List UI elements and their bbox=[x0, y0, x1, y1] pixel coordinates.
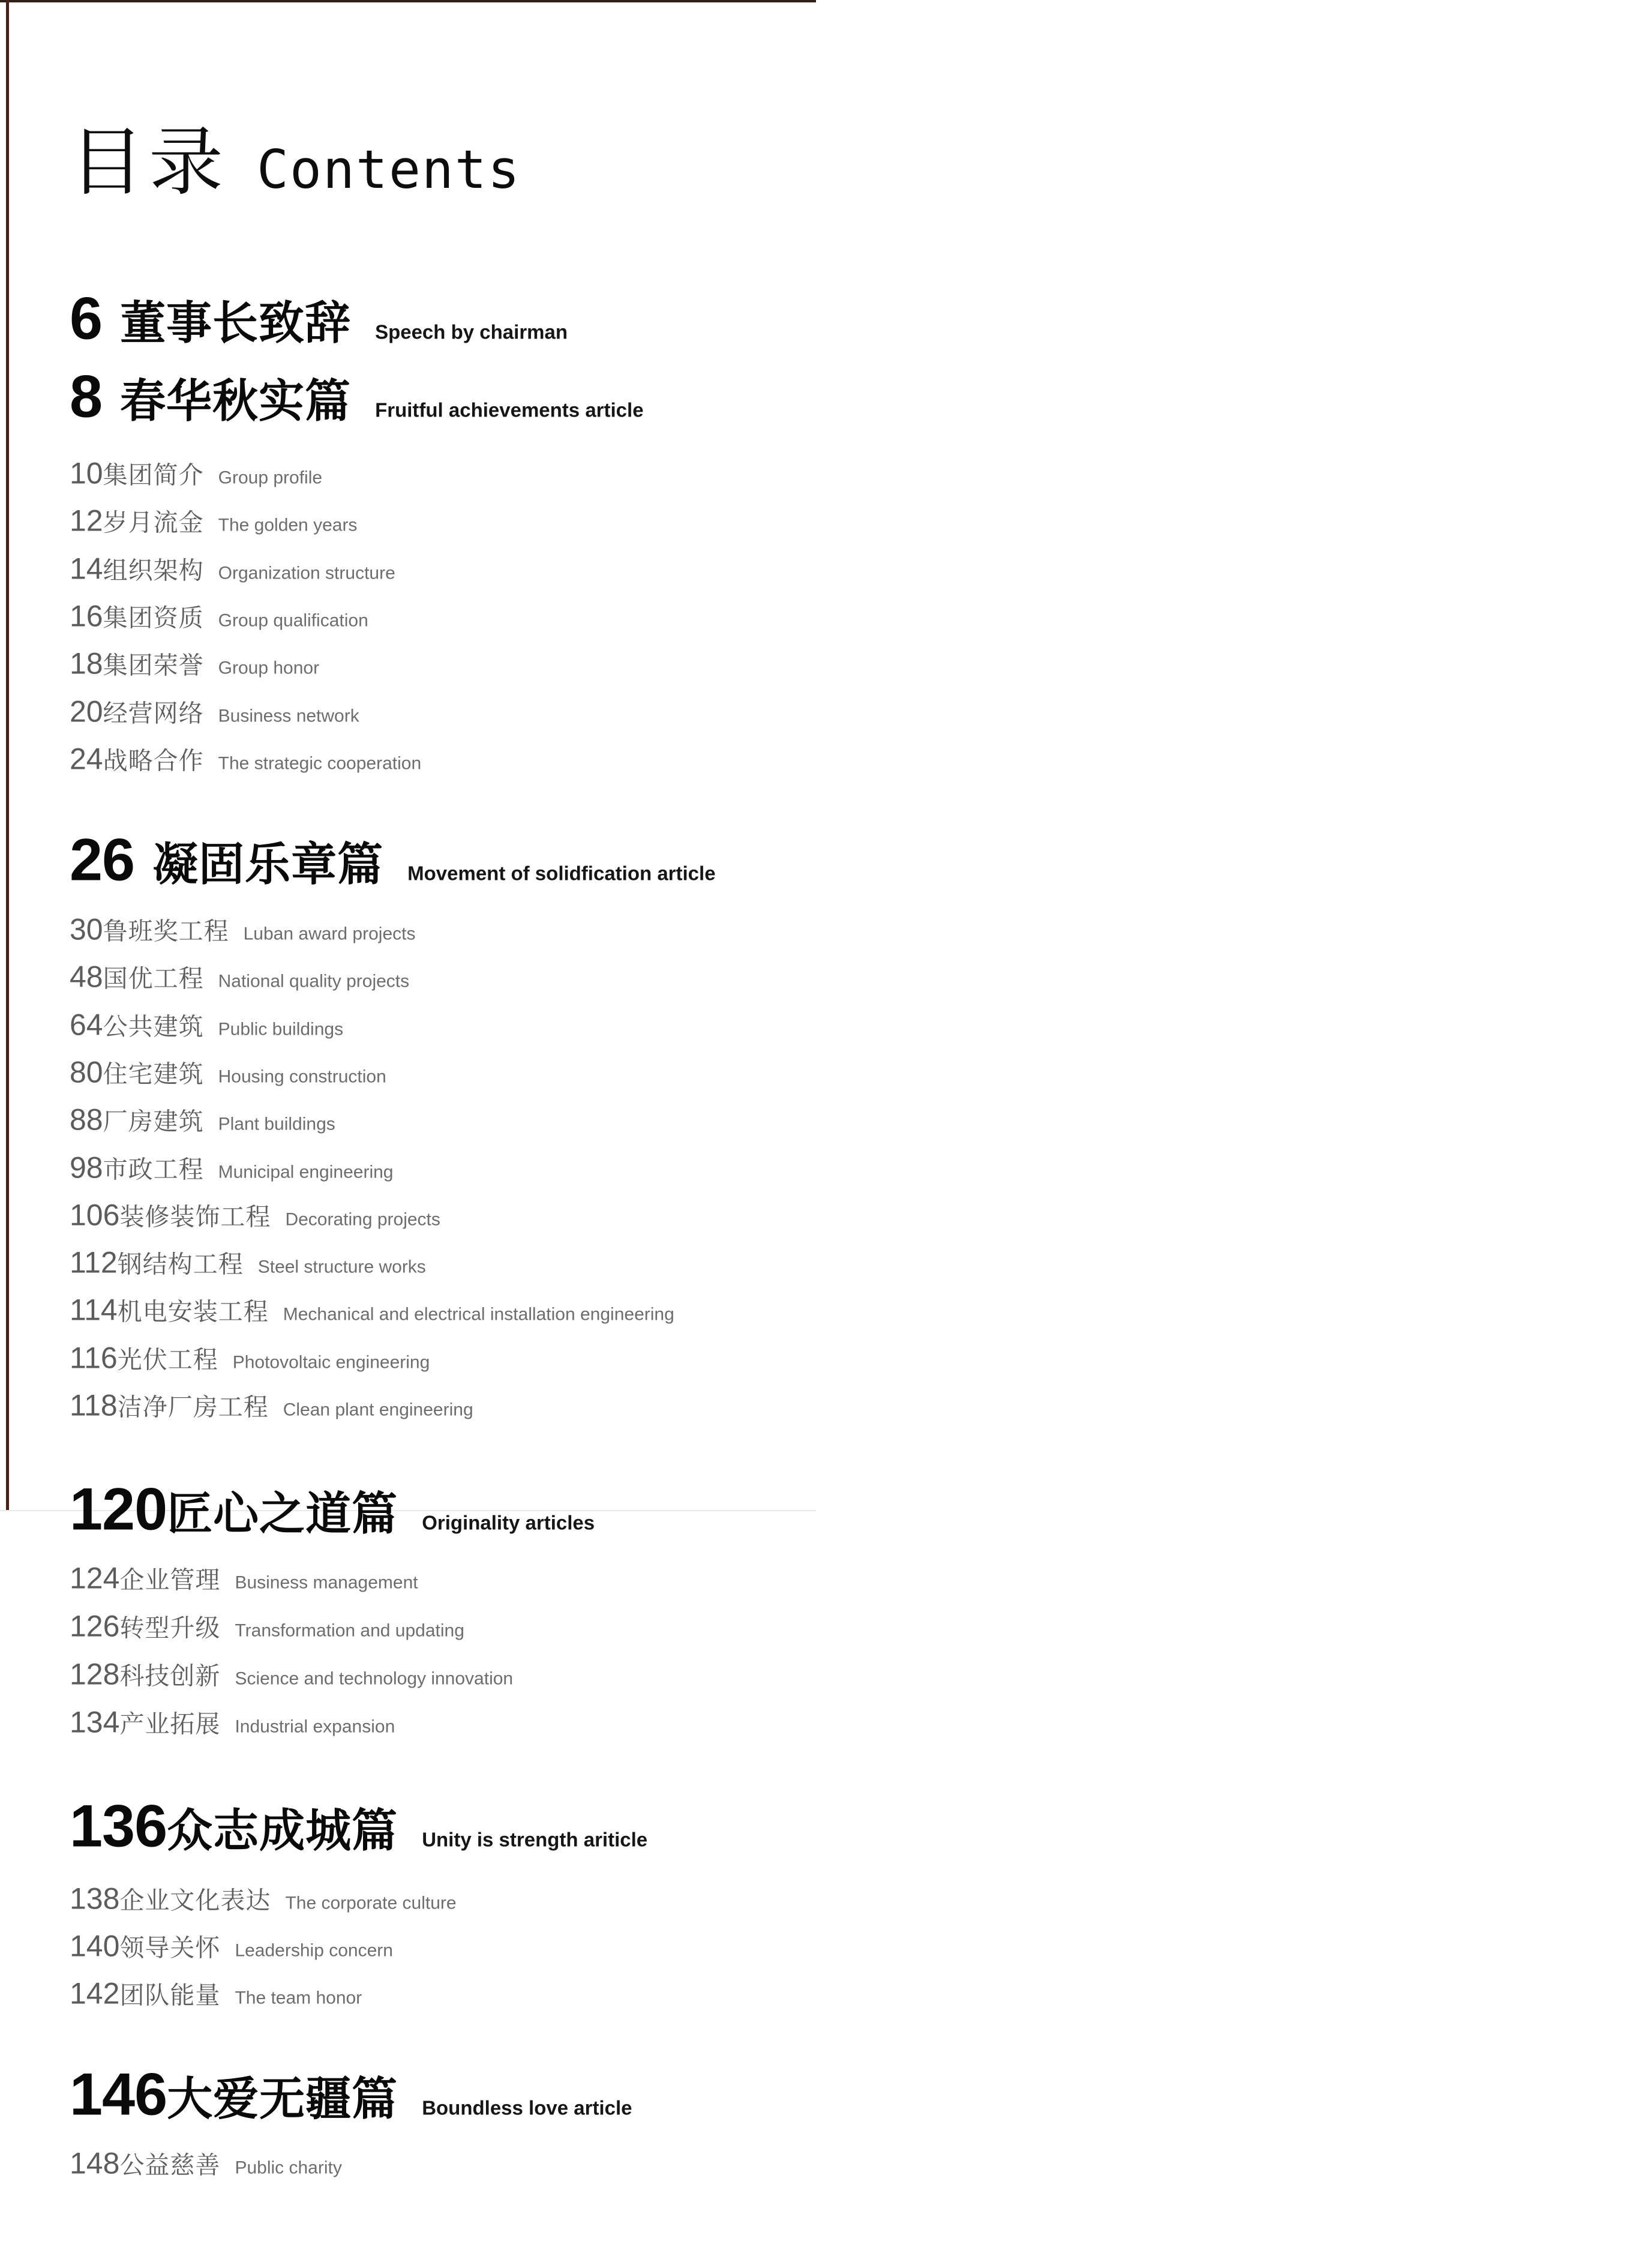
entry-number: 124 bbox=[70, 1561, 120, 1595]
entry-title-en: Luban award projects bbox=[243, 924, 416, 944]
page-title bbox=[70, 103, 521, 209]
toc-entry[interactable] bbox=[70, 1149, 393, 1185]
entry-title-zh: 洁净厂房工程 bbox=[117, 1393, 269, 1421]
toc-entry[interactable] bbox=[70, 1656, 513, 1691]
toc-entry[interactable] bbox=[70, 550, 395, 586]
entry-number: 12 bbox=[70, 504, 103, 538]
entry-title-zh: 机电安装工程 bbox=[117, 1298, 269, 1326]
page-title-en: Contents bbox=[257, 139, 521, 200]
entry-number: 16 bbox=[70, 599, 103, 633]
entry-title-zh: 光伏工程 bbox=[117, 1346, 218, 1374]
entry-title-zh: 住宅建筑 bbox=[103, 1060, 204, 1088]
section-title-en: Originality articles bbox=[422, 1511, 595, 1534]
entry-number: 112 bbox=[70, 1245, 118, 1280]
entry-title-zh: 市政工程 bbox=[103, 1155, 204, 1184]
section-title-en: Fruitful achievements article bbox=[375, 399, 644, 421]
entry-title-en: National quality projects bbox=[218, 971, 410, 991]
section-number: 6 bbox=[70, 284, 103, 352]
entry-title-zh: 厂房建筑 bbox=[103, 1107, 204, 1136]
entry-number: 148 bbox=[70, 2146, 120, 2180]
entry-number: 14 bbox=[70, 552, 103, 586]
section-title-zh: 众志成城篇 bbox=[167, 1805, 398, 1857]
section-title-zh: 匠心之道篇 bbox=[167, 1488, 398, 1540]
toc-entry[interactable] bbox=[70, 1197, 440, 1232]
section-title-zh: 春华秋实篇 bbox=[120, 376, 352, 427]
section-title-zh: 大爱无疆篇 bbox=[167, 2074, 398, 2125]
toc-entry[interactable] bbox=[70, 1880, 457, 1916]
top-border-line bbox=[0, 0, 816, 2]
section-title-en: Unity is strength ariticle bbox=[422, 1828, 648, 1851]
entry-title-en: The team honor bbox=[235, 1988, 362, 2008]
entry-title-en: Organization structure bbox=[218, 563, 395, 583]
entry-title-zh: 国优工程 bbox=[103, 964, 204, 993]
entry-title-en: Steel structure works bbox=[257, 1257, 426, 1277]
entry-title-zh: 战略合作 bbox=[103, 747, 204, 775]
section-title-en: Boundless love article bbox=[422, 2096, 632, 2119]
section-title-zh: 董事长致辞 bbox=[120, 298, 352, 349]
toc-section-heading[interactable] bbox=[70, 1475, 595, 1544]
entry-title-zh: 科技创新 bbox=[119, 1662, 221, 1690]
toc-entry[interactable] bbox=[70, 455, 322, 490]
entry-number: 30 bbox=[70, 912, 103, 946]
toc-entry[interactable] bbox=[70, 1292, 674, 1327]
entry-number: 106 bbox=[70, 1198, 120, 1232]
toc-section-heading[interactable] bbox=[70, 362, 644, 431]
section-title-zh: 凝固乐章篇 bbox=[152, 839, 384, 891]
entry-number: 48 bbox=[70, 960, 103, 994]
entry-title-en: Photovoltaic engineering bbox=[232, 1352, 430, 1373]
entry-title-en: Business network bbox=[218, 706, 359, 726]
entry-title-zh: 公益慈善 bbox=[119, 2151, 221, 2179]
entry-number: 24 bbox=[70, 742, 103, 776]
toc-entry[interactable] bbox=[70, 911, 415, 946]
toc-section-heading[interactable] bbox=[70, 2060, 632, 2129]
entry-title-en: Housing construction bbox=[218, 1066, 386, 1087]
entry-number: 88 bbox=[70, 1102, 103, 1137]
toc-entry[interactable] bbox=[70, 1560, 418, 1595]
entry-title-zh: 装修装饰工程 bbox=[119, 1203, 271, 1231]
entry-title-zh: 集团资质 bbox=[103, 604, 204, 632]
entry-title-en: The strategic cooperation bbox=[218, 753, 422, 774]
entry-number: 80 bbox=[70, 1055, 103, 1089]
toc-section-heading[interactable] bbox=[70, 284, 568, 353]
entry-number: 114 bbox=[70, 1293, 118, 1327]
entry-title-en: Science and technology innovation bbox=[235, 1668, 514, 1689]
toc-entry[interactable] bbox=[70, 2145, 342, 2180]
entry-title-en: Public buildings bbox=[218, 1019, 344, 1039]
toc-section-heading[interactable] bbox=[70, 826, 716, 894]
entry-title-en: Business management bbox=[235, 1572, 418, 1593]
entry-title-en: The golden years bbox=[218, 515, 358, 535]
entry-title-zh: 钢结构工程 bbox=[117, 1250, 244, 1278]
section-number: 136 bbox=[70, 1792, 167, 1859]
entry-number: 128 bbox=[70, 1657, 120, 1691]
entry-title-zh: 企业文化表达 bbox=[119, 1886, 271, 1915]
section-title-en: Speech by chairman bbox=[375, 320, 568, 343]
toc-entry[interactable] bbox=[70, 1387, 473, 1422]
toc-entry[interactable] bbox=[70, 1928, 393, 1963]
entry-number: 140 bbox=[70, 1929, 120, 1963]
entry-title-en: Municipal engineering bbox=[218, 1162, 394, 1182]
entry-title-zh: 企业管理 bbox=[119, 1566, 221, 1594]
toc-entry[interactable] bbox=[70, 1101, 335, 1137]
entry-title-zh: 团队能量 bbox=[119, 1981, 221, 2009]
entry-title-en: The corporate culture bbox=[285, 1893, 457, 1913]
toc-entry[interactable] bbox=[70, 645, 319, 681]
entry-number: 10 bbox=[70, 456, 103, 490]
entry-number: 98 bbox=[70, 1151, 103, 1185]
entry-title-zh: 转型升级 bbox=[119, 1614, 221, 1642]
toc-entry[interactable] bbox=[70, 598, 368, 633]
entry-title-zh: 集团荣誉 bbox=[103, 651, 204, 679]
entry-title-zh: 鲁班奖工程 bbox=[103, 917, 229, 945]
entry-title-zh: 公共建筑 bbox=[103, 1012, 204, 1041]
entry-title-zh: 岁月流金 bbox=[103, 508, 204, 537]
entry-title-en: Clean plant engineering bbox=[283, 1400, 473, 1420]
toc-entry[interactable] bbox=[70, 1244, 426, 1280]
section-number: 26 bbox=[70, 826, 135, 893]
entry-title-en: Group qualification bbox=[218, 610, 368, 631]
entry-number: 118 bbox=[70, 1388, 118, 1422]
entry-title-en: Group honor bbox=[218, 658, 320, 678]
section-title-en: Movement of solidfication article bbox=[407, 862, 716, 885]
section-number: 146 bbox=[70, 2060, 167, 2128]
toc-entry[interactable] bbox=[70, 1340, 430, 1375]
entry-number: 134 bbox=[70, 1705, 120, 1739]
entry-title-en: Plant buildings bbox=[218, 1114, 335, 1134]
left-border-line bbox=[6, 0, 9, 1510]
entry-title-en: Industrial expansion bbox=[235, 1716, 395, 1737]
toc-entry[interactable] bbox=[70, 1006, 343, 1042]
entry-number: 142 bbox=[70, 1976, 120, 2011]
toc-entry[interactable] bbox=[70, 1704, 395, 1739]
toc-entry[interactable] bbox=[70, 693, 359, 729]
entry-title-en: Public charity bbox=[235, 2158, 342, 2178]
toc-entry[interactable] bbox=[70, 958, 409, 994]
toc-entry[interactable] bbox=[70, 502, 357, 538]
toc-entry[interactable] bbox=[70, 741, 421, 776]
section-number: 120 bbox=[70, 1475, 167, 1542]
entry-title-zh: 领导关怀 bbox=[119, 1934, 221, 1962]
entry-title-zh: 经营网络 bbox=[103, 699, 204, 727]
entry-title-en: Leadership concern bbox=[235, 1940, 393, 1961]
entry-number: 64 bbox=[70, 1008, 103, 1042]
entry-number: 126 bbox=[70, 1609, 120, 1643]
section-number: 8 bbox=[70, 362, 103, 430]
toc-entry[interactable] bbox=[70, 1975, 362, 2011]
entry-title-en: Decorating projects bbox=[285, 1209, 440, 1230]
entry-number: 20 bbox=[70, 694, 103, 729]
entry-number: 138 bbox=[70, 1881, 120, 1916]
entry-title-en: Mechanical and electrical installation engineering bbox=[283, 1304, 674, 1325]
toc-section-heading[interactable] bbox=[70, 1792, 647, 1860]
entry-title-zh: 集团简介 bbox=[103, 461, 204, 489]
entry-title-en: Group profile bbox=[218, 468, 323, 488]
toc-entry[interactable] bbox=[70, 1608, 464, 1643]
entry-number: 18 bbox=[70, 646, 103, 681]
entry-title-zh: 产业拓展 bbox=[119, 1710, 221, 1738]
toc-entry[interactable] bbox=[70, 1054, 386, 1089]
entry-title-en: Transformation and updating bbox=[235, 1620, 464, 1641]
entry-title-zh: 组织架构 bbox=[103, 556, 204, 585]
entry-number: 116 bbox=[70, 1341, 118, 1375]
page-title-zh: 目录 bbox=[70, 121, 229, 204]
